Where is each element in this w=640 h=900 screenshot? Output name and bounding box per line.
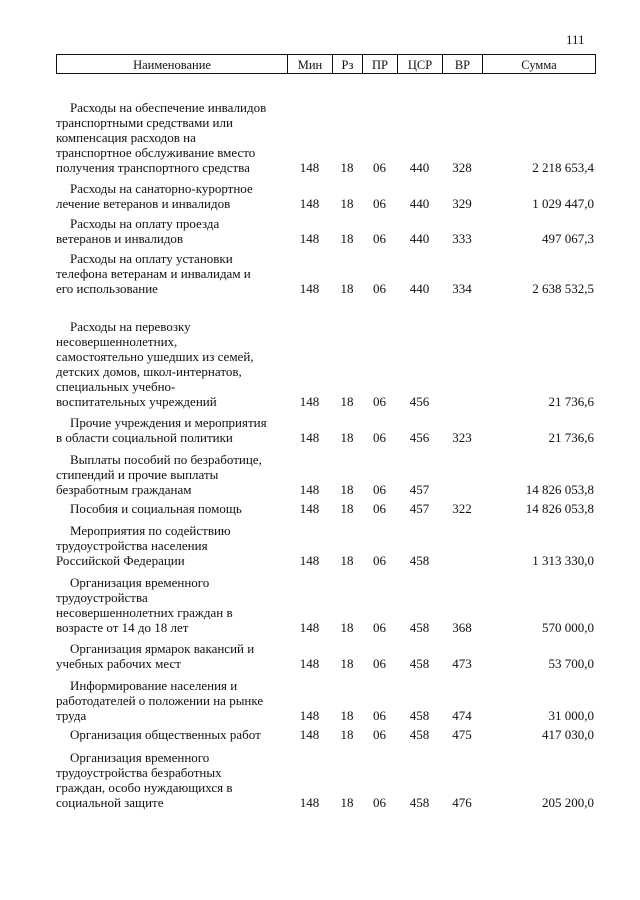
header-name: Наименование [57, 55, 288, 73]
cell-rz: 18 [340, 708, 354, 723]
cell-sum: 417 030,0 [542, 727, 594, 742]
table-row [56, 452, 596, 497]
cell-csr: 440 [409, 196, 430, 211]
cell-csr: 458 [409, 708, 430, 723]
table-row [56, 251, 596, 296]
cell-csr: 440 [409, 231, 430, 246]
header-pr: ПР [363, 55, 398, 73]
table-row [56, 100, 596, 175]
table-row [56, 415, 596, 445]
cell-csr: 458 [409, 795, 430, 810]
cell-name: Пособия и социальная помощь [70, 501, 242, 516]
cell-csr: 440 [409, 281, 430, 296]
cell-vr: 476 [452, 795, 472, 810]
cell-min: 148 [299, 501, 320, 516]
cell-vr: 329 [452, 196, 472, 211]
table-row [56, 575, 596, 635]
cell-rz: 18 [340, 394, 354, 409]
table-row [56, 678, 596, 723]
cell-vr: 334 [452, 281, 472, 296]
table-body [56, 100, 596, 810]
cell-csr: 458 [409, 620, 430, 635]
cell-min: 148 [299, 231, 320, 246]
cell-name: Выплаты пособий по безработице, стипендий и прочие выплаты безработным гражданам [56, 452, 262, 497]
cell-name: Организация общественных работ [70, 727, 261, 742]
cell-sum: 53 700,0 [548, 656, 594, 671]
cell-rz: 18 [340, 501, 354, 516]
cell-pr: 06 [373, 430, 386, 445]
cell-min: 148 [299, 553, 320, 568]
cell-sum: 2 638 532,5 [532, 281, 594, 296]
header-rz: Рз [333, 55, 363, 73]
cell-sum: 14 826 053,8 [525, 501, 594, 516]
cell-vr: 475 [452, 727, 472, 742]
cell-pr: 06 [373, 394, 386, 409]
cell-min: 148 [299, 281, 320, 296]
cell-vr: 473 [452, 656, 472, 671]
cell-name: Организация временного трудоустройства несовершеннолетних граждан в возрасте от 14 до 18 лет [56, 575, 233, 635]
cell-min: 148 [299, 795, 320, 810]
cell-pr: 06 [373, 281, 386, 296]
cell-name: Расходы на санаторно-курортное лечение ветеранов и инвалидов [56, 181, 253, 211]
cell-pr: 06 [373, 196, 386, 211]
table-row [56, 750, 596, 810]
cell-min: 148 [299, 620, 320, 635]
table-header [56, 54, 596, 74]
cell-sum: 570 000,0 [542, 620, 594, 635]
cell-pr: 06 [373, 708, 386, 723]
cell-min: 148 [299, 727, 320, 742]
cell-sum: 1 313 330,0 [532, 553, 594, 568]
table-row [56, 523, 596, 568]
cell-min: 148 [299, 196, 320, 211]
cell-csr: 458 [409, 656, 430, 671]
cell-sum: 2 218 653,4 [532, 160, 594, 175]
cell-min: 148 [299, 160, 320, 175]
cell-name: Расходы на оплату проезда ветеранов и инвалидов [56, 216, 220, 246]
cell-vr: 328 [452, 160, 472, 175]
cell-name: Расходы на обеспечение инвалидов транспортными средствами или компенсация расходов на транспортное обслуживание вместо получения транспортного средства [56, 100, 267, 175]
header-vr: ВР [443, 55, 483, 73]
cell-vr: 323 [452, 430, 472, 445]
cell-sum: 1 029 447,0 [532, 196, 594, 211]
cell-pr: 06 [373, 553, 386, 568]
cell-rz: 18 [340, 795, 354, 810]
cell-rz: 18 [340, 656, 354, 671]
header-min: Мин [288, 55, 333, 73]
cell-csr: 440 [409, 160, 430, 175]
cell-pr: 06 [373, 795, 386, 810]
cell-name: Мероприятия по содействию трудоустройства населения Российской Федерации [56, 523, 231, 568]
cell-rz: 18 [340, 196, 354, 211]
cell-name: Организация ярмарок вакансий и учебных рабочих мест [56, 641, 255, 671]
table-row [56, 727, 596, 742]
cell-csr: 456 [409, 394, 430, 409]
cell-sum: 205 200,0 [542, 795, 594, 810]
cell-rz: 18 [340, 620, 354, 635]
cell-rz: 18 [340, 553, 354, 568]
table-row [56, 319, 596, 409]
cell-pr: 06 [373, 501, 386, 516]
cell-min: 148 [299, 482, 320, 497]
cell-name: Прочие учреждения и мероприятия в области социальной политики [56, 415, 267, 445]
table-row [56, 641, 596, 671]
cell-rz: 18 [340, 482, 354, 497]
page-number: 111 [566, 32, 585, 47]
cell-csr: 458 [409, 727, 430, 742]
cell-min: 148 [299, 656, 320, 671]
cell-sum: 21 736,6 [548, 430, 594, 445]
cell-pr: 06 [373, 482, 386, 497]
header-sum: Сумма [521, 58, 557, 72]
cell-pr: 06 [373, 727, 386, 742]
cell-min: 148 [299, 394, 320, 409]
cell-name: Организация временного трудоустройства безработных граждан, особо нуждающихся в социальной защите [56, 750, 233, 810]
cell-vr: 322 [452, 501, 472, 516]
cell-sum: 497 067,3 [542, 231, 594, 246]
cell-rz: 18 [340, 430, 354, 445]
cell-pr: 06 [373, 231, 386, 246]
cell-vr: 333 [452, 231, 472, 246]
cell-min: 148 [299, 708, 320, 723]
cell-csr: 457 [409, 501, 430, 516]
cell-name: Расходы на оплату установки телефона ветеранам и инвалидам и его использование [56, 251, 251, 296]
cell-rz: 18 [340, 160, 354, 175]
header-csr: ЦСР [398, 55, 443, 73]
cell-pr: 06 [373, 160, 386, 175]
cell-vr: 474 [452, 708, 472, 723]
table-row [56, 181, 596, 211]
cell-csr: 456 [409, 430, 430, 445]
cell-pr: 06 [373, 656, 386, 671]
cell-rz: 18 [340, 727, 354, 742]
cell-min: 148 [299, 430, 320, 445]
table-row [56, 501, 596, 516]
cell-name: Расходы на перевозку несовершеннолетних, самостоятельно ушедших из семей, детских домов, школ-интернатов, специальных учебно- воспитательных учреждений [56, 319, 254, 409]
table-row [56, 216, 596, 246]
cell-rz: 18 [340, 231, 354, 246]
cell-pr: 06 [373, 620, 386, 635]
cell-vr: 368 [452, 620, 472, 635]
cell-rz: 18 [340, 281, 354, 296]
cell-sum: 31 000,0 [548, 708, 594, 723]
cell-csr: 458 [409, 553, 430, 568]
cell-sum: 14 826 053,8 [525, 482, 594, 497]
cell-name: Информирование населения и работодателей о положении на рынке труда [56, 678, 264, 723]
cell-sum: 21 736,6 [548, 394, 594, 409]
cell-csr: 457 [409, 482, 430, 497]
